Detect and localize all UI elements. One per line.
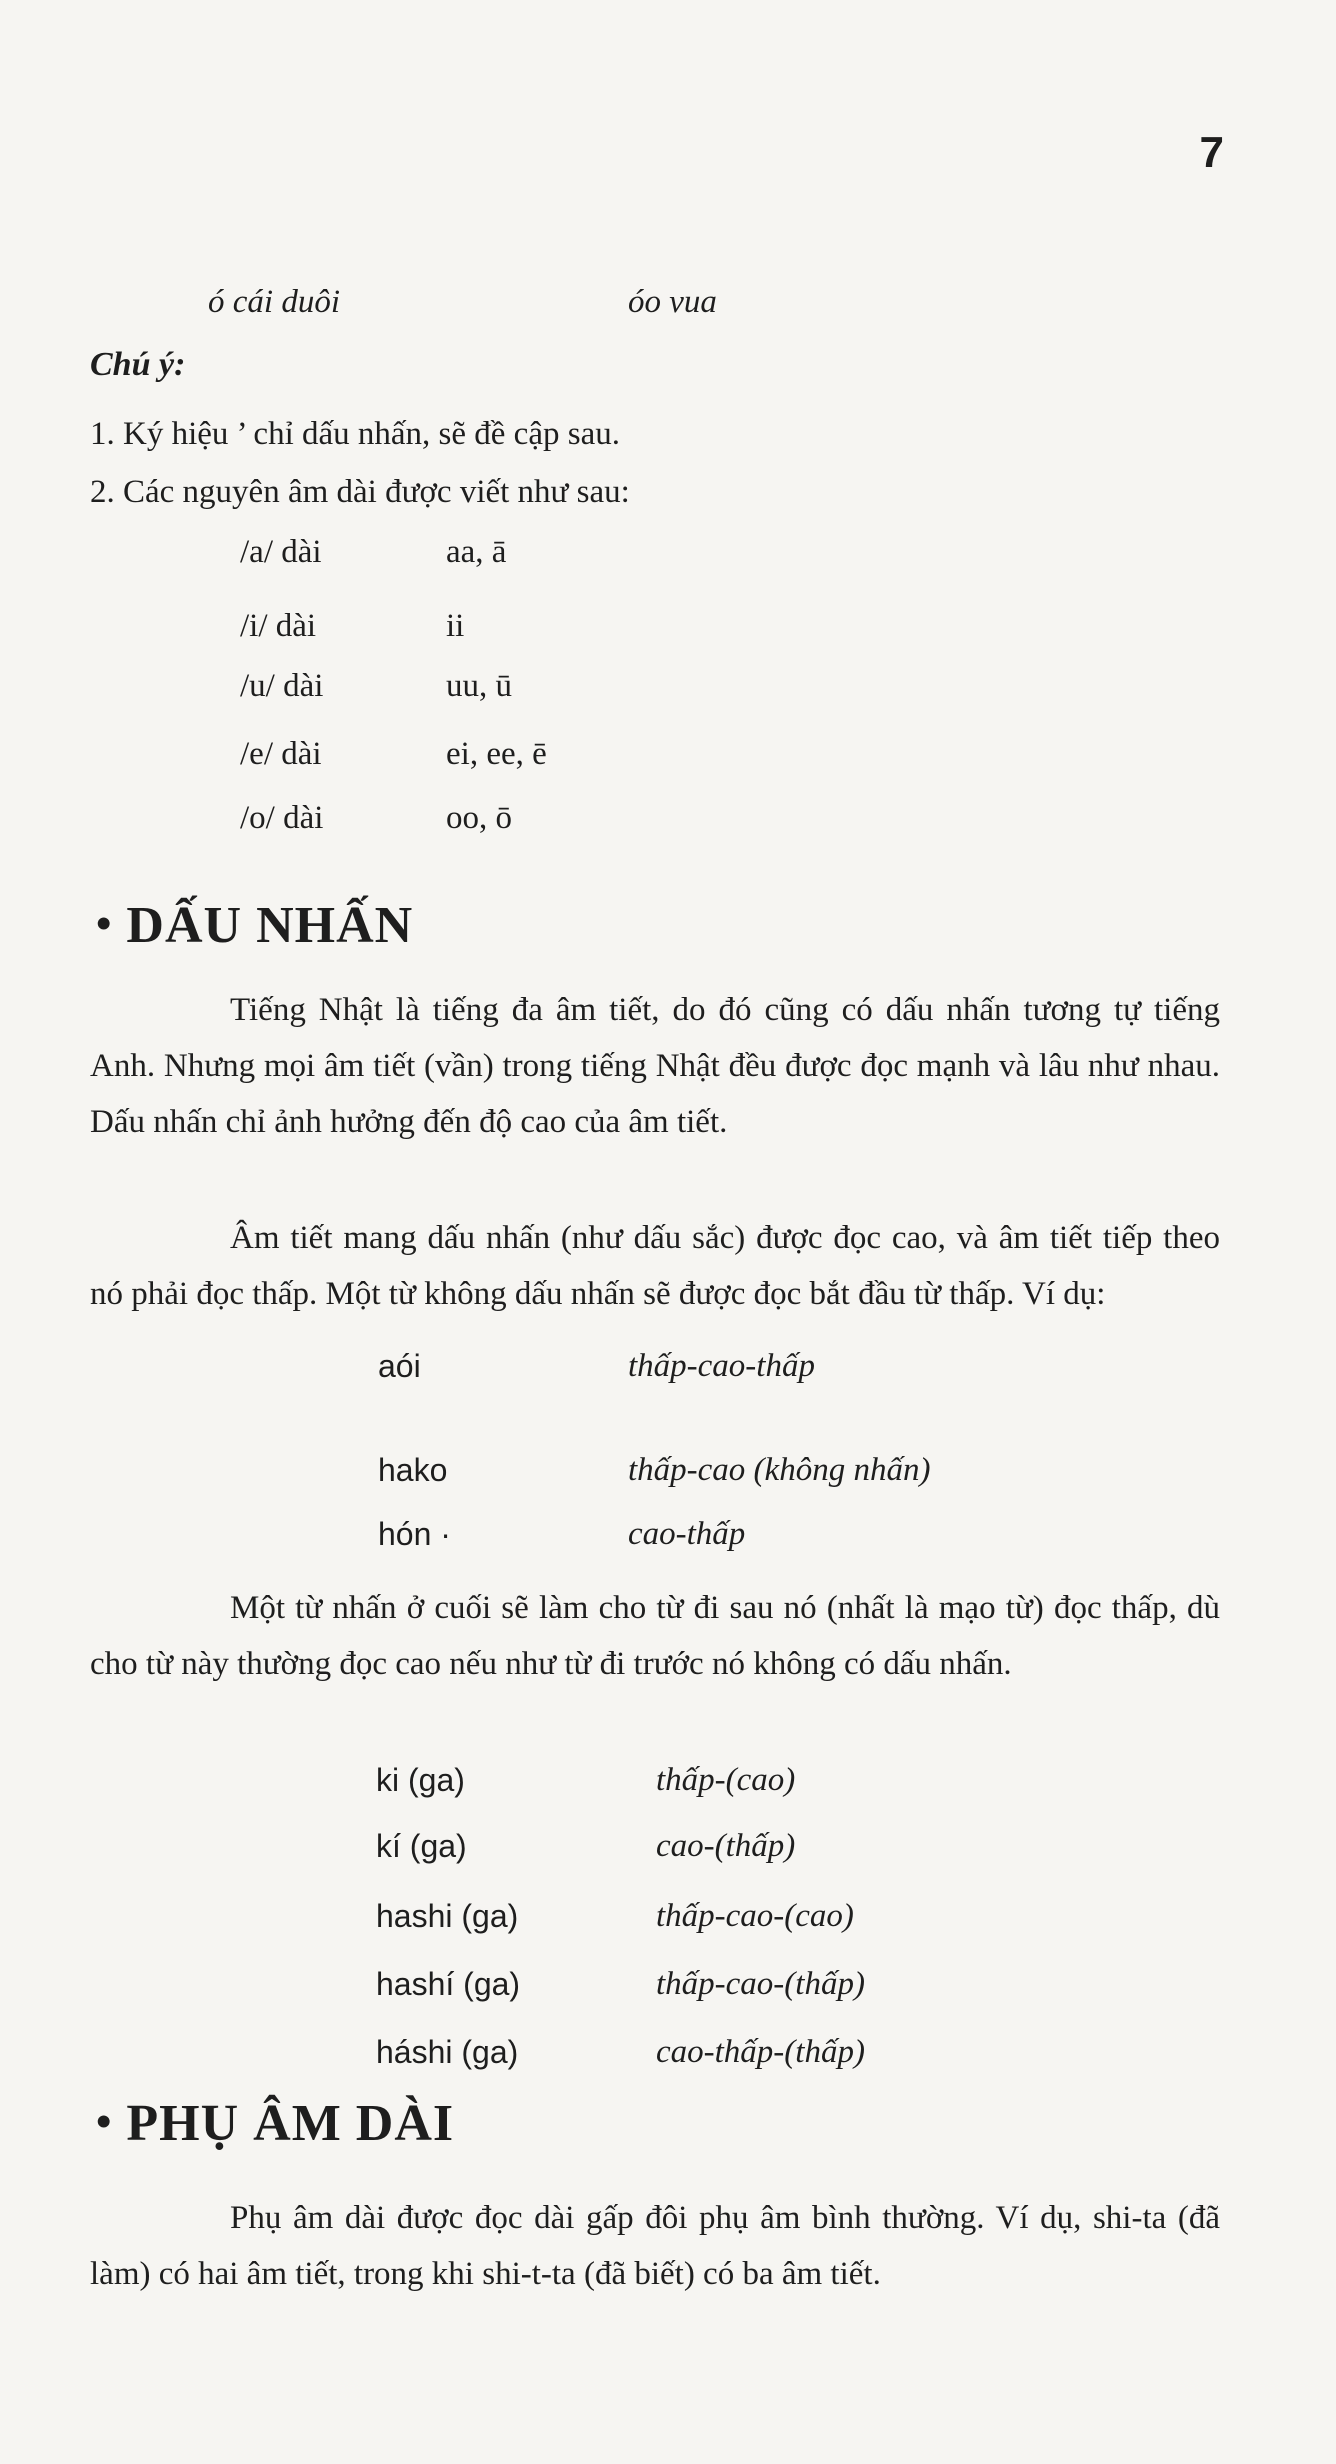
long-vowel-spelling: ei, ee, ē bbox=[446, 736, 547, 772]
example-pitch: cao-(thấp) bbox=[656, 1828, 796, 1864]
long-vowel-spelling: oo, ō bbox=[446, 800, 512, 836]
long-vowel-spelling: ii bbox=[446, 608, 465, 644]
paragraph: Tiếng Nhật là tiếng đa âm tiết, do đó cũng có dấu nhấn tương tự tiếng Anh. Nhưng mọi âm tiết (vần) trong tiếng Nhật đều được đọc mạnh và lâu như nhau. Dấu nhấn chỉ ảnh hưởng đến độ cao của âm tiết. bbox=[90, 992, 1220, 1140]
example-word: hashi (ga) bbox=[376, 1898, 519, 1934]
section-heading-accent bbox=[96, 896, 413, 955]
long-vowel-label: /e/ dài bbox=[240, 736, 322, 772]
example-pitch: thấp-cao-(cao) bbox=[656, 1898, 854, 1934]
example-word: kí (ga) bbox=[376, 1828, 467, 1864]
long-vowel-label: /o/ dài bbox=[240, 800, 324, 836]
example-pitch: cao-thấp bbox=[628, 1516, 746, 1552]
heading-text: DẤU NHẤN bbox=[126, 897, 414, 954]
example-word: ó cái duôi bbox=[208, 284, 340, 320]
paragraph: Một từ nhấn ở cuối sẽ làm cho từ đi sau nó (nhất là mạo từ) đọc thấp, dù cho từ này thường đọc cao nếu như từ đi trước nó không có dấu nhấn. bbox=[90, 1590, 1220, 1682]
example-pitch: thấp-cao (không nhấn) bbox=[628, 1452, 931, 1488]
example-word: ki (ga) bbox=[376, 1762, 465, 1798]
long-vowel-label: /u/ dài bbox=[240, 668, 324, 704]
example-pitch: thấp-cao-thấp bbox=[628, 1348, 815, 1384]
example-pitch: thấp-cao-(thấp) bbox=[656, 1966, 865, 2002]
long-vowel-spelling: uu, ū bbox=[446, 668, 512, 704]
example-word: háshi (ga) bbox=[376, 2034, 519, 2070]
example-pitch: thấp-(cao) bbox=[656, 1762, 796, 1798]
example-word: hako bbox=[378, 1452, 448, 1488]
example-meaning: óo vua bbox=[628, 284, 717, 320]
note-title: Chú ý: bbox=[90, 346, 186, 383]
example-word: hashí (ga) bbox=[376, 1966, 521, 2002]
bullet-icon: • bbox=[96, 2097, 113, 2146]
long-vowel-spelling: aa, ā bbox=[446, 534, 507, 570]
long-vowel-label: /i/ dài bbox=[240, 608, 317, 644]
bullet-icon: • bbox=[96, 899, 113, 948]
example-pitch: cao-thấp-(thấp) bbox=[656, 2034, 865, 2070]
example-word: hón · bbox=[378, 1516, 451, 1552]
section-heading-long-consonant bbox=[96, 2094, 454, 2153]
long-vowel-label: /a/ dài bbox=[240, 534, 322, 570]
paragraph: Âm tiết mang dấu nhấn (như dấu sắc) được đọc cao, và âm tiết tiếp theo nó phải đọc thấp. Một từ không dấu nhấn sẽ được đọc bắt đầu từ thấp. Ví dụ: bbox=[90, 1220, 1220, 1312]
note-item-2: 2. Các nguyên âm dài được viết như sau: bbox=[90, 474, 630, 510]
example-word: aói bbox=[378, 1348, 421, 1384]
note-item-1: 1. Ký hiệu ’ chỉ dấu nhấn, sẽ đề cập sau. bbox=[90, 416, 620, 452]
page-number: 7 bbox=[1199, 128, 1224, 177]
paragraph: Phụ âm dài được đọc dài gấp đôi phụ âm bình thường. Ví dụ, shi-ta (đã làm) có hai âm tiết, trong khi shi-t-ta (đã biết) có ba âm tiết. bbox=[90, 2200, 1220, 2292]
heading-text: PHỤ ÂM DÀI bbox=[126, 2095, 455, 2152]
